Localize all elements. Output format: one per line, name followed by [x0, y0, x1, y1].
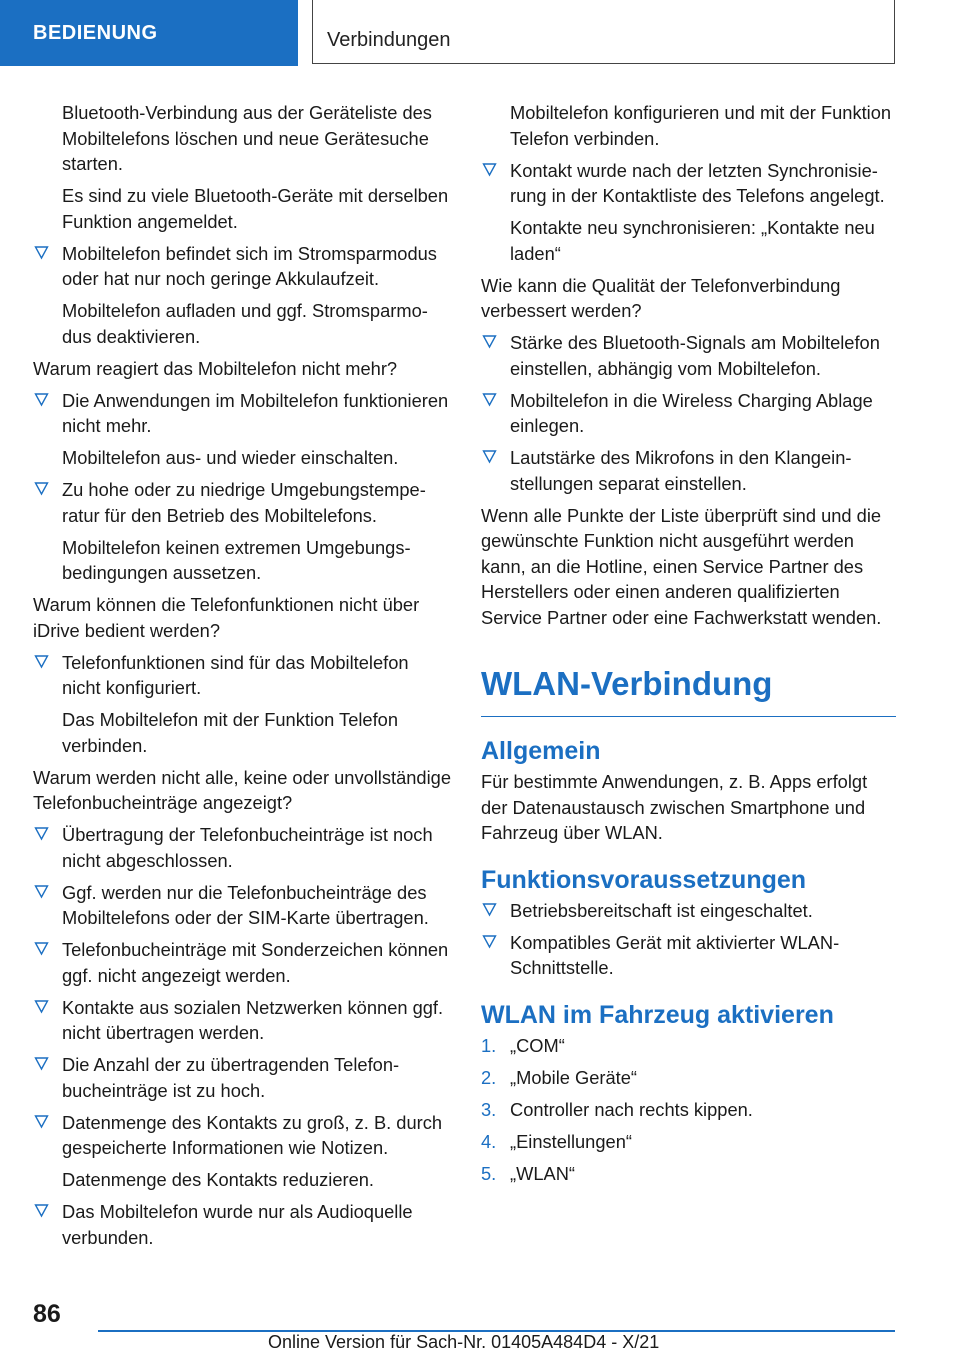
list-item: Mobiltelefon befindet sich im Stromsparmodus oder hat nur noch geringe Akkulaufzeit. [33, 241, 451, 292]
solution-text: Bluetooth-Verbindung aus der Geräteliste des Mobiltelefons löschen und neue Gerätesuche starten. [62, 102, 432, 174]
section-heading: WLAN-Verbindung [481, 664, 896, 717]
chapter-tab: BEDIENUNG [0, 0, 298, 66]
solution-text: Mobiltelefon aufladen und ggf. Stromsparmodus deaktivieren. [62, 300, 428, 347]
list-item: Betriebsbereitschaft ist eingeschaltet. [481, 898, 896, 924]
subsection-heading-general: Allgemein [481, 737, 601, 765]
list-item: Die Anwendungen im Mobiltelefon funktionieren nicht mehr. [33, 388, 451, 439]
step-item: 1. „COM“ [481, 1033, 896, 1059]
step-item: 4. „Einstellungen“ [481, 1129, 896, 1155]
solution-text: Mobiltelefon keinen extremen Umgebungsbedingungen aussetzen. [62, 536, 411, 583]
question-text: Wie kann die Qualität der Telefonverbindung verbessert werden? [481, 274, 841, 321]
step-number: 4. [481, 1130, 497, 1152]
list-item: Mobiltelefon in die Wireless Charging Ablage einlegen. [481, 388, 896, 439]
triangle-bullet-icon [34, 1056, 49, 1071]
question-text: Warum werden nicht alle, keine oder unvollständige Telefonbucheinträge angezeigt? [33, 766, 451, 813]
list-item: Zu hohe oder zu niedrige Umgebungstemperatur für den Betrieb des Mobiltelefons. [33, 477, 451, 528]
step-number: 3. [481, 1098, 497, 1120]
step-item: 5. „WLAN“ [481, 1161, 896, 1187]
triangle-bullet-icon [34, 392, 49, 407]
subsection-heading-activate: WLAN im Fahrzeug aktivieren [481, 1000, 834, 1029]
list-item: Kompatibles Gerät mit aktivierter WLAN-Schnittstelle. [481, 930, 896, 981]
list-item: Telefonbucheinträge mit Sonderzeichen können ggf. nicht angezeigt werden. [33, 937, 451, 988]
right-column [481, 100, 896, 1193]
step-item: 3. Controller nach rechts kippen. [481, 1097, 896, 1123]
triangle-bullet-icon [482, 162, 497, 177]
list-item: Lautstärke des Mikrofons in den Klangeinstellungen separat einstellen. [481, 445, 896, 496]
triangle-bullet-icon [482, 902, 497, 917]
list-item: Datenmenge des Kontakts zu groß, z. B. durch gespeicherte Informationen wie Notizen. [33, 1110, 451, 1161]
left-column [33, 100, 451, 1257]
triangle-bullet-icon [34, 654, 49, 669]
list-item: Kontakte aus sozialen Netzwerken können ggf. nicht übertragen werden. [33, 995, 451, 1046]
list-item: Ggf. werden nur die Telefonbucheinträge des Mobiltelefons oder der SIM-Karte übertragen. [33, 880, 451, 931]
list-item: Stärke des Bluetooth-Signals am Mobiltelefon einstellen, abhängig vom Mobiltelefon. [481, 330, 896, 381]
list-item: Das Mobiltelefon wurde nur als Audioquelle verbunden. [33, 1199, 451, 1250]
subsection-heading-requirements: Funktionsvoraussetzungen [481, 865, 807, 894]
solution-text: Das Mobiltelefon mit der Funktion Telefon verbinden. [62, 709, 399, 756]
question-text: Warum können die Telefonfunktionen nicht über iDrive bedient werden? [33, 594, 420, 641]
triangle-bullet-icon [34, 245, 49, 260]
paragraph-text: Wenn alle Punkte der Liste überprüft sind und die gewünschte Funktion nicht ausgeführt werden kann, an die Hotline, einen Service Partner des Herstellers oder einen anderen qualifizierten Service Partner oder eine Fachwerkstatt wenden. [481, 504, 882, 628]
step-number: 2. [481, 1066, 497, 1088]
triangle-bullet-icon [34, 884, 49, 899]
triangle-bullet-icon [34, 941, 49, 956]
paragraph-text: Für bestimmte Anwendungen, z. B. Apps erfolgt der Datenaustausch zwischen Smartphone und Fahrzeug über WLAN. [481, 771, 868, 843]
solution-text: Mobiltelefon konfigurieren und mit der Funktion Telefon verbinden. [510, 102, 892, 149]
triangle-bullet-icon [34, 826, 49, 841]
list-item: Die Anzahl der zu übertragenden Telefonbucheinträge ist zu hoch. [33, 1052, 451, 1103]
question-text: Warum reagiert das Mobiltelefon nicht mehr? [33, 357, 398, 379]
triangle-bullet-icon [482, 392, 497, 407]
step-number: 1. [481, 1034, 497, 1056]
step-item: 2. „Mobile Geräte“ [481, 1065, 896, 1091]
step-number: 5. [481, 1162, 497, 1184]
list-item: Übertragung der Telefonbucheinträge ist noch nicht abgeschlossen. [33, 822, 451, 873]
list-item: Telefonfunktionen sind für das Mobiltelefon nicht konfiguriert. [33, 650, 451, 701]
section-title: Verbindungen [312, 0, 895, 64]
triangle-bullet-icon [34, 481, 49, 496]
list-item: Kontakt wurde nach der letzten Synchronisierung in der Kontaktliste des Telefons angelegt. [481, 158, 896, 209]
cause-text: Es sind zu viele Bluetooth-Geräte mit derselben Funktion angemeldet. [62, 185, 449, 232]
solution-text: Kontakte neu synchronisieren: „Kontakte neu laden“ [510, 217, 875, 264]
page-header [0, 0, 960, 66]
triangle-bullet-icon [482, 934, 497, 949]
footer-text: Online Version für Sach-Nr. 01405A484D4 - X/21 [268, 1332, 660, 1352]
solution-text: Mobiltelefon aus- und wieder einschalten. [62, 447, 399, 468]
triangle-bullet-icon [34, 999, 49, 1014]
triangle-bullet-icon [482, 449, 497, 464]
triangle-bullet-icon [482, 334, 497, 349]
page-number: 86 [33, 1300, 61, 1328]
triangle-bullet-icon [34, 1203, 49, 1218]
solution-text: Datenmenge des Kontakts reduzieren. [62, 1169, 374, 1190]
triangle-bullet-icon [34, 1114, 49, 1129]
